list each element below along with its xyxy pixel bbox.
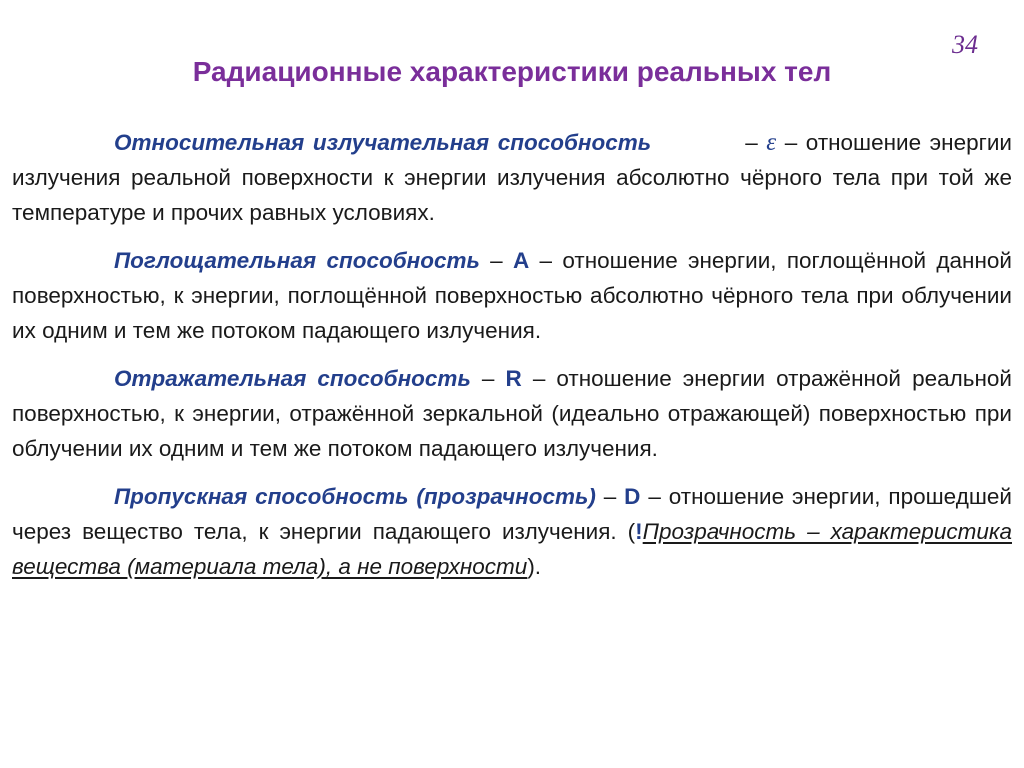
transparency-note: Прозрачность – характеристика вещества (материала тела), а не поверхности xyxy=(12,519,1012,579)
definition-symbol: A xyxy=(512,248,530,273)
definition-term: Отражательная способность xyxy=(114,366,471,391)
definition-symbol: ε xyxy=(766,129,777,156)
note-exclamation: ! xyxy=(635,519,643,544)
definition-dash: – xyxy=(784,130,798,155)
definition-text: отношение энергии, прошедшей через вещество тела, к энергии падающего излучения. xyxy=(12,484,1012,544)
definition-absorptivity xyxy=(12,243,1012,348)
definition-emissivity xyxy=(12,125,1012,230)
note-close-paren: ). xyxy=(527,554,542,579)
definition-dash: – xyxy=(539,248,553,273)
definitions-body xyxy=(12,125,1012,597)
definition-text: отношение энергии, поглощённой данной поверхностью, к энергии, поглощённой поверхностью абсолютно чёрного тела при облучении их одним и тем же потоком падающего излучения. xyxy=(12,248,1012,343)
definition-dash: – xyxy=(532,366,546,391)
note-open-paren: ( xyxy=(627,519,636,544)
definition-text: отношение энергии излучения реальной поверхности к энергии излучения абсолютно чёрного тела при той же температуре и прочих равных условиях. xyxy=(12,130,1012,225)
definition-dash: – xyxy=(490,248,503,273)
page-number: 34 xyxy=(952,30,978,59)
definition-symbol: R xyxy=(505,366,522,391)
definition-term: Относительная излучательная способность xyxy=(114,130,652,155)
definition-term: Пропускная способность (прозрачность) xyxy=(114,484,596,509)
definition-dash: – xyxy=(481,366,495,391)
definition-dash: – xyxy=(603,484,617,509)
slide-title: Радиационные характеристики реальных тел xyxy=(192,56,832,87)
definition-symbol: D xyxy=(624,484,641,509)
definition-text: отношение энергии отражённой реальной поверхностью, к энергии, отражённой зеркальной (идеально отражающей) поверхностью при облучении их одним и тем же потоком падающего излучения. xyxy=(12,366,1012,461)
definition-transmissivity xyxy=(12,479,1012,584)
definition-term: Поглощательная способность xyxy=(114,248,480,273)
definition-dash: – xyxy=(648,484,661,509)
definition-dash: – xyxy=(745,130,758,155)
definition-reflectivity xyxy=(12,361,1012,466)
